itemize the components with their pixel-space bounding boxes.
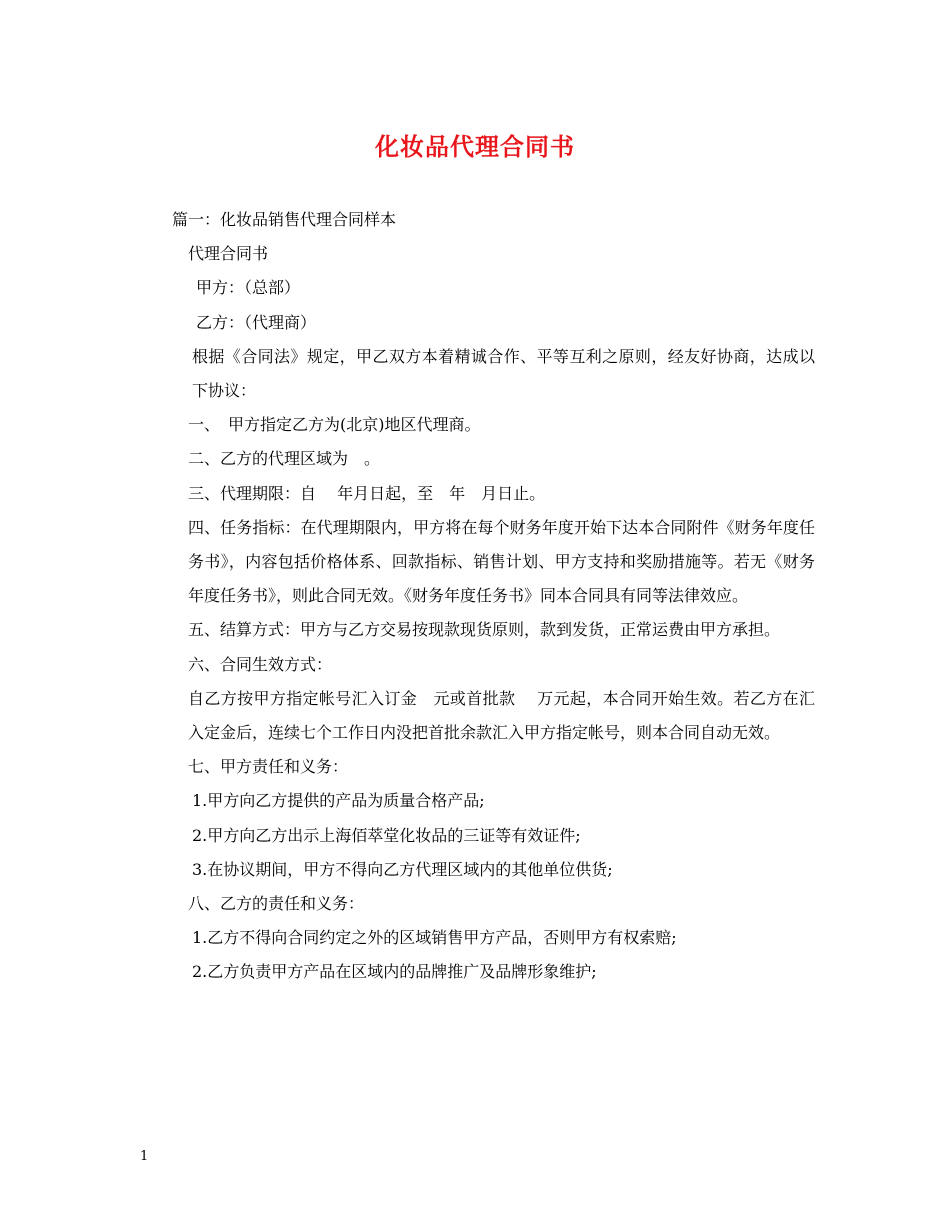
clause-5-paragraph: 五、结算方式：甲方与乙方交易按现款现货原则，款到发货，正常运费由甲方承担。 [188, 620, 781, 640]
party-a-line: 甲方：（总部） [196, 278, 301, 298]
clause-7-item-1: 1.甲方向乙方提供的产品为质量合格产品; [192, 791, 485, 811]
party-b-line: 乙方：（代理商） [196, 312, 317, 332]
clause-7-item-3: 3.在协议期间，甲方不得向乙方代理区域内的其他单位供货; [192, 859, 613, 879]
contract-subtitle: 代理合同书 [188, 244, 269, 264]
clause-6-heading: 六、合同生效方式： [188, 654, 333, 674]
clause-8-item-1: 1.乙方不得向合同约定之外的区域销售甲方产品，否则甲方有权索赔; [192, 928, 677, 948]
page-number: 1 [140, 1149, 149, 1164]
document-title: 化妆品代理合同书 [375, 132, 575, 161]
clause-7-item-2: 2.甲方向乙方出示上海佰萃堂化妆品的三证等有效证件; [192, 825, 581, 845]
preamble-paragraph: 根据《合同法》规定，甲乙双方本着精诚合作、平等互利之原则，经友好协商，达成以下协议： [192, 346, 815, 400]
clause-2: 二、乙方的代理区域为 。 [188, 449, 381, 469]
clause-6-paragraph: 自乙方按甲方指定帐号汇入订金 元或首批款 万元起，本合同开始生效。若乙方在汇入定金后，连续七个工作日内没把首批余款汇入甲方指定帐号，则本合同自动无效。 [188, 688, 815, 742]
clause-3: 三、代理期限：自 年月日起，至 年 月日止。 [188, 483, 546, 503]
clause-8-heading: 八、乙方的责任和义务： [188, 893, 365, 913]
clause-8-item-2: 2.乙方负责甲方产品在区域内的品牌推广及品牌形象维护; [192, 962, 597, 982]
chapter-heading: 篇一：化妆品销售代理合同样本 [172, 210, 397, 229]
clause-1: 一、 甲方指定乙方为(北京)地区代理商。 [188, 415, 481, 435]
clause-7-heading: 七、甲方责任和义务： [188, 757, 349, 777]
document-body [140, 203, 815, 989]
clause-4-paragraph: 四、任务指标：在代理期限内，甲方将在每个财务年度开始下达本合同附件《财务年度任务书》，内容包括价格体系、回款指标、销售计划、甲方支持和奖励措施等。若无《财务年度任务书》，则此合同无效。《财务年度任务书》同本合同具有同等法律效应。 [188, 517, 815, 606]
